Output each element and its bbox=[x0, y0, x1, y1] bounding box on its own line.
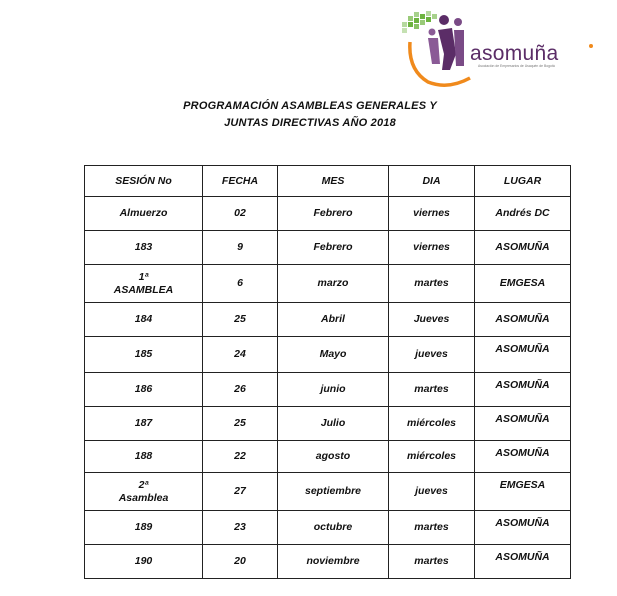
logo-name: asomuña bbox=[470, 42, 559, 65]
header-lugar: LUGAR bbox=[475, 166, 571, 197]
table-row bbox=[85, 303, 571, 337]
cell-dia: jueves bbox=[389, 473, 475, 511]
cell-lugar: ASOMUÑA bbox=[475, 373, 571, 407]
cell-sesion: 185 bbox=[85, 337, 203, 373]
table-header-row bbox=[85, 166, 571, 197]
cell-lugar: ASOMUÑA bbox=[475, 337, 571, 373]
cell-dia: martes bbox=[389, 545, 475, 579]
cell-lugar: ASOMUÑA bbox=[475, 231, 571, 265]
document-title-line1: PROGRAMACIÓN ASAMBLEAS GENERALES Y bbox=[183, 100, 437, 112]
cell-sesion-line2: Asamblea bbox=[118, 491, 169, 504]
cell-lugar: Andrés DC bbox=[475, 197, 571, 231]
cell-lugar: ASOMUÑA bbox=[475, 441, 571, 473]
cell-dia: jueves bbox=[389, 337, 475, 373]
cell-dia: viernes bbox=[389, 231, 475, 265]
cell-mes: junio bbox=[278, 373, 389, 407]
cell-mes: Febrero bbox=[278, 197, 389, 231]
cell-mes: noviembre bbox=[278, 545, 389, 579]
cell-dia: miércoles bbox=[389, 407, 475, 441]
cell-sesion: 189 bbox=[85, 511, 203, 545]
cell-sesion-line2: ASAMBLEA bbox=[113, 283, 174, 296]
table-row bbox=[85, 545, 571, 579]
table-row bbox=[85, 337, 571, 373]
cell-sesion: 187 bbox=[85, 407, 203, 441]
cell-lugar: EMGESA bbox=[475, 265, 571, 303]
cell-mes: septiembre bbox=[278, 473, 389, 511]
schedule-table bbox=[84, 165, 571, 579]
cell-sesion: Almuerzo bbox=[85, 197, 203, 231]
cell-fecha: 9 bbox=[203, 231, 278, 265]
cell-mes: Febrero bbox=[278, 231, 389, 265]
cell-mes: marzo bbox=[278, 265, 389, 303]
document-title-line2: JUNTAS DIRECTIVAS AÑO 2018 bbox=[224, 117, 396, 129]
cell-fecha: 22 bbox=[203, 441, 278, 473]
cell-dia: martes bbox=[389, 265, 475, 303]
cell-sesion: 186 bbox=[85, 373, 203, 407]
cell-sesion-line1: 2ª bbox=[138, 478, 149, 491]
cell-sesion: 184 bbox=[85, 303, 203, 337]
cell-mes: Julio bbox=[278, 407, 389, 441]
cell-lugar: ASOMUÑA bbox=[475, 545, 571, 579]
table-row bbox=[85, 407, 571, 441]
cell-fecha: 26 bbox=[203, 373, 278, 407]
cell-fecha: 02 bbox=[203, 197, 278, 231]
header-sesion: SESIÓN No bbox=[85, 166, 203, 197]
table-row bbox=[85, 511, 571, 545]
cell-dia: martes bbox=[389, 373, 475, 407]
table-row bbox=[85, 197, 571, 231]
cell-lugar: ASOMUÑA bbox=[475, 303, 571, 337]
table-row bbox=[85, 441, 571, 473]
cell-dia: viernes bbox=[389, 197, 475, 231]
cell-mes: agosto bbox=[278, 441, 389, 473]
table-row bbox=[85, 231, 571, 265]
cell-sesion: 183 bbox=[85, 231, 203, 265]
table-row bbox=[85, 265, 571, 303]
cell-sesion-line1: 1ª bbox=[138, 270, 149, 283]
header-fecha: FECHA bbox=[203, 166, 278, 197]
cell-mes: Mayo bbox=[278, 337, 389, 373]
cell-fecha: 25 bbox=[203, 407, 278, 441]
cell-fecha: 27 bbox=[203, 473, 278, 511]
cell-lugar: ASOMUÑA bbox=[475, 407, 571, 441]
cell-fecha: 6 bbox=[203, 265, 278, 303]
cell-dia: martes bbox=[389, 511, 475, 545]
cell-lugar: ASOMUÑA bbox=[475, 511, 571, 545]
cell-sesion bbox=[85, 473, 203, 511]
cell-lugar: EMGESA bbox=[475, 473, 571, 511]
logo-subtitle: Asociación de Empresarios de Usaquén de Bogotá bbox=[478, 64, 555, 68]
header-dia: DIA bbox=[389, 166, 475, 197]
cell-mes: octubre bbox=[278, 511, 389, 545]
cell-sesion: 190 bbox=[85, 545, 203, 579]
cell-fecha: 23 bbox=[203, 511, 278, 545]
cell-mes: Abril bbox=[278, 303, 389, 337]
cell-sesion bbox=[85, 265, 203, 303]
cell-fecha: 24 bbox=[203, 337, 278, 373]
header-mes: MES bbox=[278, 166, 389, 197]
cell-sesion: 188 bbox=[85, 441, 203, 473]
table-row bbox=[85, 373, 571, 407]
cell-fecha: 20 bbox=[203, 545, 278, 579]
cell-dia: Jueves bbox=[389, 303, 475, 337]
cell-fecha: 25 bbox=[203, 303, 278, 337]
table-row bbox=[85, 473, 571, 511]
cell-dia: miércoles bbox=[389, 441, 475, 473]
